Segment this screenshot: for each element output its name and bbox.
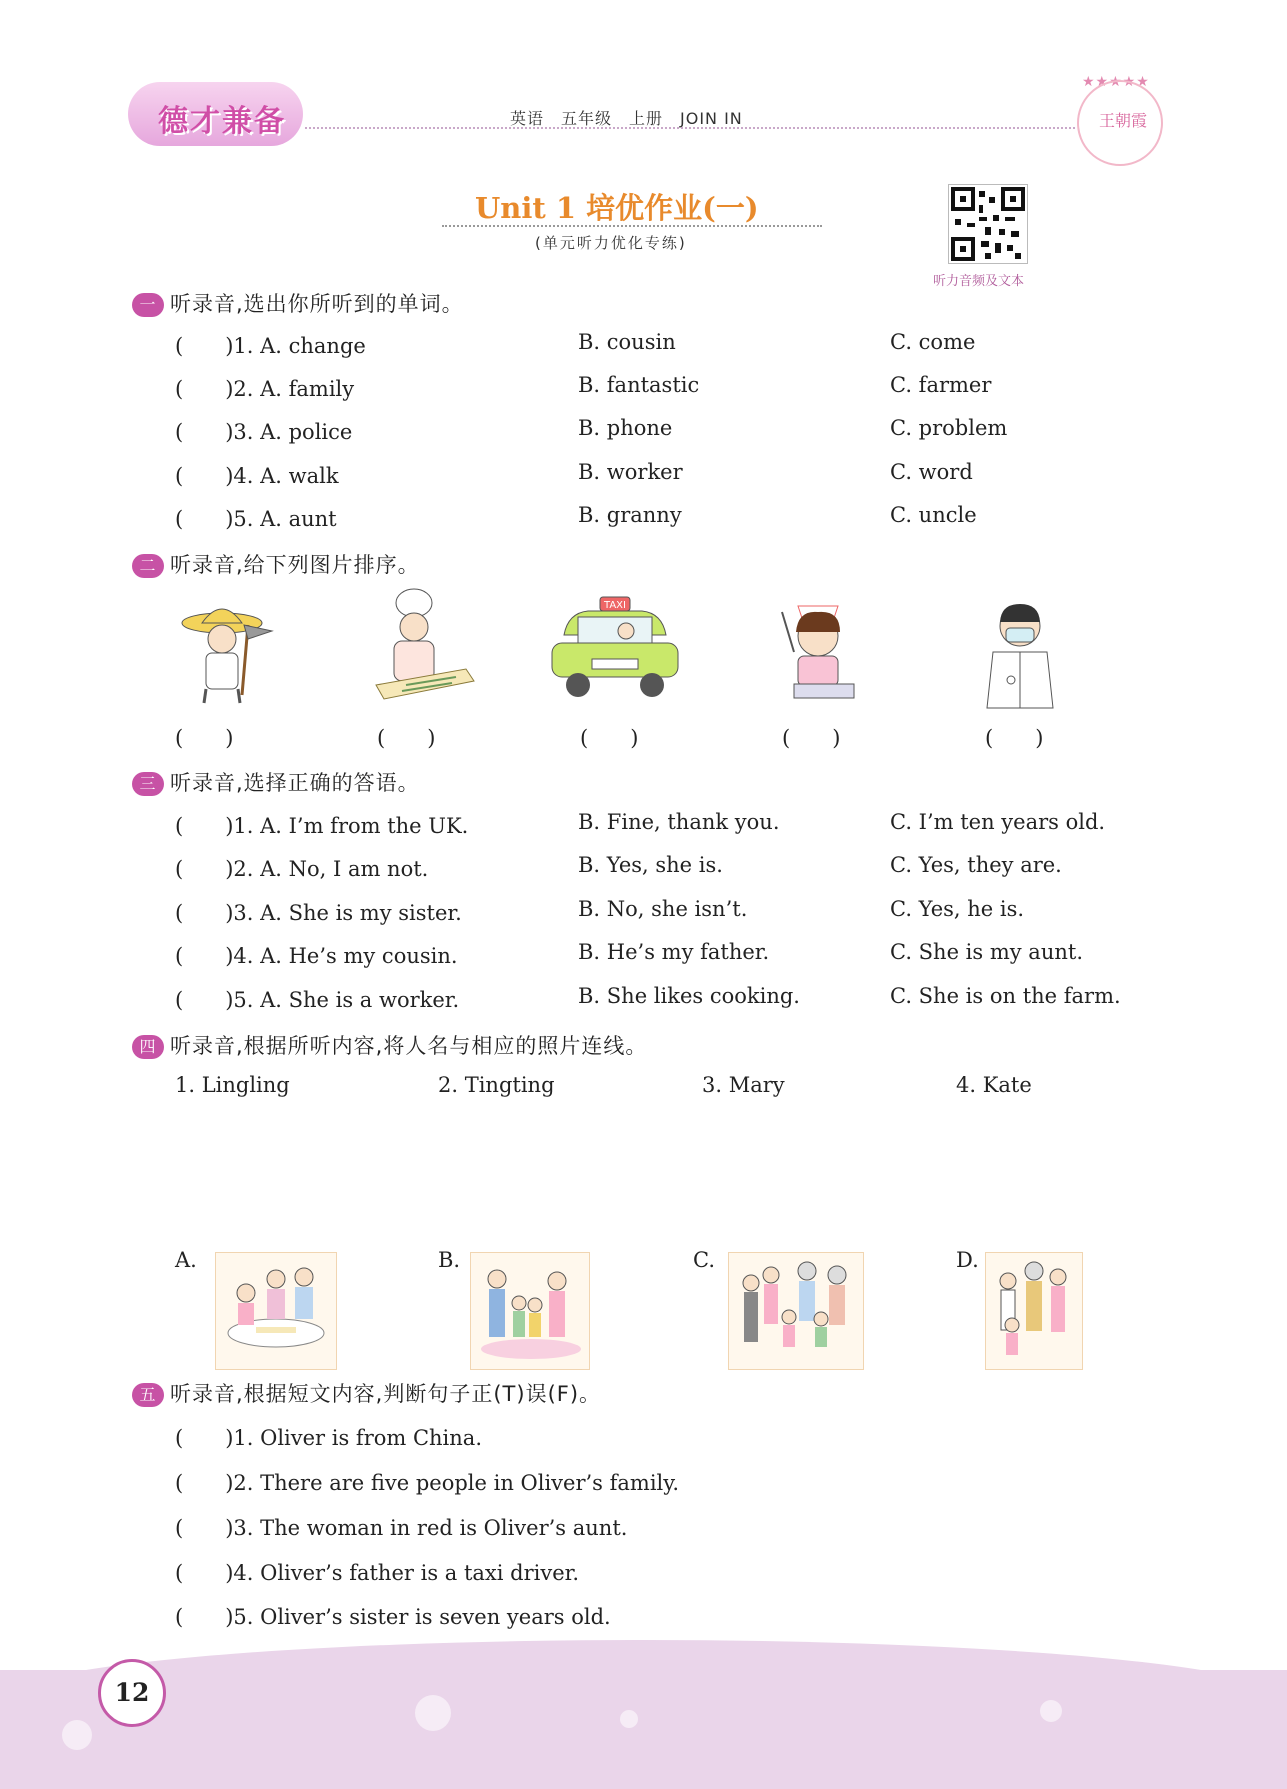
option-c: C. Yes, he is. [890,897,1025,921]
qr-caption: 听力音频及文本 [933,274,1025,289]
option-c: C. She is my aunt. [890,940,1083,964]
section-instruction: 听录音,根据所听内容,将人名与相应的照片连线。 [170,1034,648,1058]
option-b: B. She likes cooking. [578,984,800,1008]
option-a: ( )3. A. She is my sister. [175,901,462,925]
bubble-decoration [1040,1700,1062,1722]
unit-subtitle: (单元听力优化专练) [535,234,687,252]
section-4-heading [132,1030,647,1060]
book-title: 英语 五年级 上册 JOIN IN [510,109,743,128]
brand-logo: 德才兼备 [128,82,303,146]
question-row [175,416,352,446]
family-photo-c [728,1252,864,1370]
option-b: B. cousin [578,330,676,354]
bubble-decoration [415,1695,451,1731]
name-label: 3. Mary [702,1073,785,1097]
section-3-heading [132,767,420,797]
option-c: C. She is on the farm. [890,984,1121,1008]
section-badge: 一 [132,293,164,317]
section-instruction: 听录音,选择正确的答语。 [170,771,420,795]
photo-label: C. [693,1248,715,1272]
option-a: ( )1. A. change [175,334,366,358]
photo-label: B. [438,1248,461,1272]
bubble-decoration [62,1720,92,1750]
section-instruction: 听录音,选出你所听到的单词。 [170,292,464,316]
true-false-item: ( )5. Oliver’s sister is seven years old. [175,1605,611,1629]
true-false-item: ( )4. Oliver’s father is a taxi driver. [175,1561,580,1585]
name-label: 2. Tingting [438,1073,555,1097]
option-a: ( )1. A. I’m from the UK. [175,814,469,838]
option-c: C. uncle [890,503,977,527]
order-blank[interactable]: ( ) [985,726,1044,750]
option-b: B. No, she isn’t. [578,897,748,921]
question-row [175,503,337,533]
option-a: ( )5. A. She is a worker. [175,988,460,1012]
taxi-sign: TAXI [604,600,626,611]
true-false-item: ( )3. The woman in red is Oliver’s aunt. [175,1516,628,1540]
option-c: C. farmer [890,373,992,397]
doctor-icon [975,592,1065,712]
section-badge: 三 [132,772,164,796]
option-b: B. phone [578,416,673,440]
stars-icon: ★★★★★ [1082,74,1150,90]
order-blank[interactable]: ( ) [782,726,841,750]
photo-label: D. [956,1248,979,1272]
question-row [175,460,339,490]
order-blank[interactable]: ( ) [377,726,436,750]
option-b: B. fantastic [578,373,700,397]
name-label: 1. Lingling [175,1073,290,1097]
option-c: C. word [890,460,973,484]
bubble-decoration [620,1710,638,1728]
question-row [175,330,366,360]
section-badge: 五 [132,1383,164,1407]
question-row [175,373,354,403]
option-b: B. Yes, she is. [578,853,723,877]
section-badge: 四 [132,1035,164,1059]
farmer-icon [172,595,282,705]
nurse-icon [768,592,868,707]
photo-label: A. [175,1248,197,1272]
family-photo-b [470,1252,590,1370]
option-a: ( )4. A. He’s my cousin. [175,944,458,968]
option-a: ( )2. A. No, I am not. [175,857,429,881]
option-b: B. granny [578,503,682,527]
option-c: C. I’m ten years old. [890,810,1106,834]
title-underline [442,225,822,227]
option-a: ( )4. A. walk [175,464,339,488]
option-c: C. come [890,330,976,354]
taxi-driver-icon [548,595,683,710]
option-c: C. problem [890,416,1008,440]
order-blank[interactable]: ( ) [175,726,234,750]
option-b: B. Fine, thank you. [578,810,780,834]
family-photo-a [215,1252,337,1370]
section-badge: 二 [132,554,164,578]
header-divider [305,127,1075,129]
true-false-item: ( )2. There are five people in Oliver’s family. [175,1471,680,1495]
option-a: ( )5. A. aunt [175,507,337,531]
unit-title: Unit 1 培优作业(一) [475,191,759,225]
author-seal: 王朝霞 [1077,80,1163,166]
section-instruction: 听录音,根据短文内容,判断句子正(T)误(F)。 [170,1382,602,1406]
option-b: B. He’s my father. [578,940,770,964]
qr-code-icon[interactable] [948,184,1028,264]
order-blank[interactable]: ( ) [580,726,639,750]
page-number: 12 [98,1659,166,1727]
footer-band [0,1670,1287,1789]
section-2-heading [132,549,420,579]
family-photo-d [985,1252,1083,1370]
section-5-heading [132,1378,601,1408]
option-b: B. worker [578,460,683,484]
name-label: 4. Kate [956,1073,1032,1097]
section-instruction: 听录音,给下列图片排序。 [170,553,420,577]
option-a: ( )2. A. family [175,377,355,401]
section-1-heading [132,288,464,318]
option-a: ( )3. A. police [175,420,353,444]
option-c: C. Yes, they are. [890,853,1062,877]
true-false-item: ( )1. Oliver is from China. [175,1426,482,1450]
cook-icon [366,585,476,705]
